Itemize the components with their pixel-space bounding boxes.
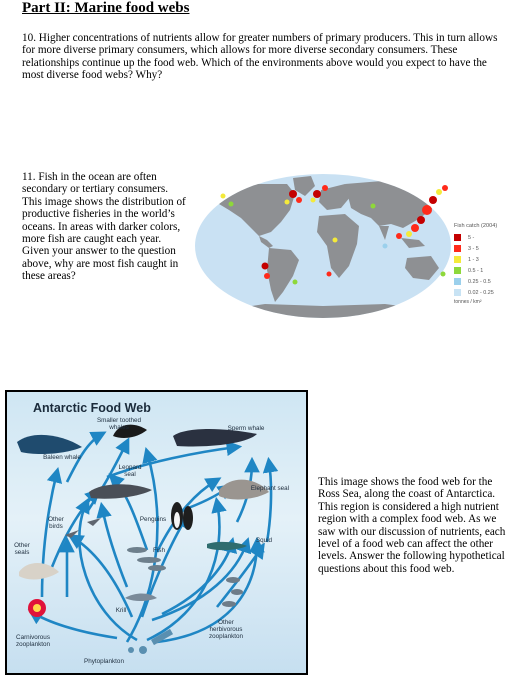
squid-shape bbox=[207, 542, 247, 550]
energy-flow-arrows bbox=[32, 434, 271, 642]
label-carnivorous-zooplankton: Carnivorous zooplankton bbox=[16, 634, 50, 648]
carnivorous-zooplankton-shape bbox=[28, 599, 46, 617]
legend-swatch bbox=[454, 234, 461, 241]
legend-label: 3 - 5 bbox=[468, 245, 479, 252]
food-web-title: Antarctic Food Web bbox=[33, 401, 151, 415]
label-leopard-seal: Leopard seal bbox=[118, 464, 142, 478]
legend-label: 1 - 3 bbox=[468, 256, 479, 263]
label-other-herbivorous-zooplankton: Other herbivorous zooplankton bbox=[209, 619, 243, 640]
label-krill: Krill bbox=[115, 607, 127, 614]
baleen-whale-shape bbox=[17, 435, 82, 454]
legend-row bbox=[454, 254, 518, 265]
label-other-seals: Other seals bbox=[14, 542, 30, 556]
question-11-text: 11. Fish in the ocean are often secondary or tertiary consumers. This image shows the distribution of productive fisheries in the world’s oceans. In areas with darker colors, more fish are caught each year. Given your answer to the question above, why are most fish caught in these areas? bbox=[22, 171, 186, 283]
map-legend bbox=[454, 223, 518, 305]
antarctica bbox=[215, 304, 431, 320]
legend-row bbox=[454, 287, 518, 298]
label-baleen-whale: Baleen whale bbox=[43, 454, 81, 461]
antarctic-food-web-figure bbox=[5, 390, 308, 675]
legend-row bbox=[454, 265, 518, 276]
label-other-birds: Other birds bbox=[48, 516, 64, 530]
leopard-seal-shape bbox=[89, 484, 152, 498]
label-smaller-toothed-whales: Smaller toothed whales bbox=[96, 417, 142, 431]
food-web-caption: This image shows the food web for the Ross Sea, along the coast of Antarctica. This region is considered a high nutrient region with a complex food web. As we saw with our discussion of nutrients, each level of a food web can affect the other levels. Answer the following hypothetical questions about this food web. bbox=[318, 476, 506, 575]
food-web-diagram bbox=[7, 392, 305, 672]
section-heading: Part II: Marine food webs bbox=[22, 0, 190, 16]
legend-label: 0.25 - 0.5 bbox=[468, 278, 491, 285]
label-fish: Fish bbox=[153, 547, 165, 554]
label-sperm-whale: Sperm whale bbox=[227, 425, 265, 432]
krill-shape bbox=[125, 594, 157, 602]
legend-title: Fish catch (2004) bbox=[454, 223, 498, 229]
other-herbivorous-zooplankton-shape bbox=[222, 577, 243, 607]
legend-row bbox=[454, 276, 518, 287]
legend-row bbox=[454, 243, 518, 254]
legend-label: 0.5 - 1 bbox=[468, 267, 484, 274]
legend-swatch bbox=[454, 245, 461, 252]
label-elephant-seal: Elephant seal bbox=[250, 485, 290, 492]
label-penguins: Penguins bbox=[139, 516, 167, 523]
legend-swatch bbox=[454, 278, 461, 285]
legend-swatch bbox=[454, 267, 461, 274]
legend-row bbox=[454, 232, 518, 243]
legend-unit: tonnes / km² bbox=[454, 299, 482, 305]
legend-swatch bbox=[454, 256, 461, 263]
label-phytoplankton: Phytoplankton bbox=[84, 658, 124, 665]
legend-swatch bbox=[454, 289, 461, 296]
question-10-text: 10. Higher concentrations of nutrients allow for greater numbers of primary producers. This in turn allows for more diverse primary consumers, which allows for more diverse secondary consumers. These relationships continue up the food web. Which of the environments above would you expect to have the most diverse food webs? Why? bbox=[22, 32, 498, 82]
legend-label: 0.02 - 0.25 bbox=[468, 289, 494, 296]
legend-label: 5 - bbox=[468, 234, 475, 241]
label-squid: Squid bbox=[255, 537, 273, 544]
